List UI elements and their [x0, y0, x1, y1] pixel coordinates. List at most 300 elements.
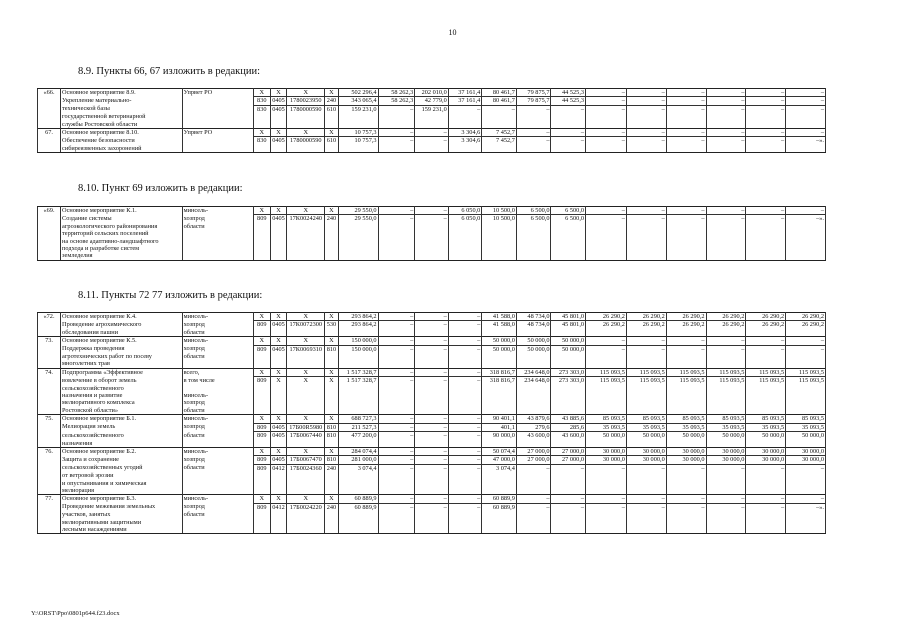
value-cell [448, 472, 482, 479]
value-cell: – [586, 97, 627, 105]
value-cell [253, 145, 270, 153]
value-cell: 10 500,0 [482, 215, 517, 223]
value-cell [287, 480, 325, 487]
value-cell: Х [270, 377, 287, 385]
value-cell [482, 519, 517, 526]
value-cell: 293 864,2 [338, 321, 378, 329]
value-cell [338, 480, 378, 487]
value-cell: – [666, 97, 706, 105]
value-cell: 17К0069310 [287, 345, 325, 353]
item-name: Подпрограмма «Эффективное [61, 368, 183, 376]
value-cell [551, 472, 586, 479]
value-cell [586, 230, 627, 237]
item-number [38, 97, 61, 105]
value-cell [786, 511, 826, 518]
value-cell [338, 407, 378, 415]
value-cell [338, 230, 378, 237]
value-cell: – [786, 97, 826, 105]
value-cell: – [746, 129, 786, 137]
value-cell: 281 000,0 [338, 456, 378, 464]
table-row [38, 472, 866, 479]
value-cell: 7 452,7 [482, 129, 517, 137]
value-cell [415, 480, 449, 487]
table-row [38, 337, 866, 345]
value-cell: 26 290,2 [706, 321, 746, 329]
table-row [38, 423, 866, 431]
value-cell [516, 511, 551, 518]
item-name: территорий сельских поселений [61, 230, 183, 237]
value-cell: 0405 [270, 215, 287, 223]
value-cell: 50 000,0 [482, 337, 517, 345]
value-cell: – [378, 215, 415, 223]
value-cell: – [666, 129, 706, 137]
value-cell: 0405 [270, 456, 287, 464]
value-cell [448, 511, 482, 518]
value-cell: – [551, 105, 586, 113]
value-cell [786, 392, 826, 399]
value-cell [325, 113, 339, 120]
value-cell: – [746, 207, 786, 215]
value-cell [516, 392, 551, 399]
item-executor [182, 440, 253, 448]
value-cell [706, 440, 746, 448]
value-cell: 30 000,0 [746, 456, 786, 464]
value-cell: 30 000,0 [706, 456, 746, 464]
value-cell: Х [325, 415, 339, 423]
item-executor [182, 385, 253, 392]
item-number [38, 145, 61, 153]
value-cell: Х [287, 337, 325, 345]
value-cell: 35 093,5 [786, 423, 826, 431]
value-cell [415, 238, 449, 245]
value-cell: Х [270, 337, 287, 345]
value-cell [448, 519, 482, 526]
value-cell: – [415, 377, 449, 385]
value-cell: 50 000,0 [666, 432, 706, 440]
value-cell [287, 113, 325, 120]
value-cell: 79 875,7 [516, 97, 551, 105]
value-cell [378, 353, 415, 360]
value-cell [415, 245, 449, 252]
value-cell [448, 526, 482, 534]
value-cell: 0412 [270, 503, 287, 511]
value-cell [786, 353, 826, 360]
value-cell: 1780000590 [287, 137, 325, 145]
footer-file-path: Y:\ORST\Ppo\0801p644.f23.docx [31, 610, 120, 617]
value-cell: 610 [325, 105, 339, 113]
value-cell [786, 329, 826, 337]
value-cell: – [786, 129, 826, 137]
value-cell: 810 [325, 345, 339, 353]
item-executor: области [182, 353, 253, 360]
value-cell: 50 000,0 [746, 432, 786, 440]
value-cell: 50 000,0 [586, 432, 627, 440]
item-name: агроэкологического районирования [61, 223, 183, 230]
value-cell: 285,6 [551, 423, 586, 431]
value-cell: Х [253, 129, 270, 137]
value-cell [253, 407, 270, 415]
item-executor: хозпрод [182, 456, 253, 464]
value-cell [287, 526, 325, 534]
value-cell: 50 000,0 [551, 337, 586, 345]
item-name: Проведение агрохимического [61, 321, 183, 329]
value-cell: – [626, 137, 666, 145]
item-number [38, 321, 61, 329]
value-cell [586, 145, 627, 153]
value-cell [746, 480, 786, 487]
value-cell: – [551, 464, 586, 472]
item-number [38, 121, 61, 129]
item-number [38, 519, 61, 526]
value-cell [325, 472, 339, 479]
value-cell [325, 360, 339, 368]
item-executor: хозпрод [182, 345, 253, 353]
value-cell [786, 487, 826, 495]
table-row [38, 97, 866, 105]
value-cell: – [626, 503, 666, 511]
item-number [38, 472, 61, 479]
item-executor: области [182, 511, 253, 518]
item-number [38, 464, 61, 472]
value-cell: – [586, 495, 627, 503]
value-cell: Х [253, 337, 270, 345]
value-cell [746, 113, 786, 120]
value-cell [325, 392, 339, 399]
value-cell: 30 000,0 [786, 456, 826, 464]
value-cell [338, 121, 378, 129]
value-cell [626, 230, 666, 237]
value-cell: – [415, 495, 449, 503]
value-cell: – [586, 345, 627, 353]
value-cell: 502 296,4 [338, 89, 378, 97]
item-name: государственной ветеринарной [61, 113, 183, 120]
section-heading-8-10: 8.10. Пункт 69 изложить в редакции: [78, 183, 243, 194]
value-cell [378, 113, 415, 120]
value-cell [586, 526, 627, 534]
value-cell: – [746, 337, 786, 345]
value-cell [626, 145, 666, 153]
value-cell: – [586, 503, 627, 511]
value-cell: 85 093,5 [626, 415, 666, 423]
value-cell [253, 230, 270, 237]
value-cell [666, 245, 706, 252]
value-cell [378, 329, 415, 337]
value-cell [415, 511, 449, 518]
value-cell [551, 440, 586, 448]
value-cell [270, 519, 287, 526]
value-cell [626, 487, 666, 495]
value-cell: 6 500,0 [551, 215, 586, 223]
item-executor: хозпрод [182, 423, 253, 431]
value-cell [415, 329, 449, 337]
table-row [38, 353, 866, 360]
table-row [38, 230, 866, 237]
table-row [38, 105, 866, 113]
value-cell: – [415, 503, 449, 511]
value-cell: Х [287, 89, 325, 97]
value-cell: – [626, 105, 666, 113]
value-cell: – [516, 503, 551, 511]
value-cell [551, 392, 586, 399]
value-cell [448, 230, 482, 237]
value-cell: 90 000,0 [482, 432, 517, 440]
value-cell: 809 [253, 464, 270, 472]
value-cell [786, 472, 826, 479]
value-cell [253, 353, 270, 360]
value-cell: 159 231,0 [415, 105, 449, 113]
value-cell: 273 303,0 [551, 377, 586, 385]
value-cell: – [378, 137, 415, 145]
value-cell: Х [270, 415, 287, 423]
value-cell: 3 304,6 [448, 129, 482, 137]
value-cell: 17Б0024220 [287, 503, 325, 511]
value-cell: – [706, 97, 746, 105]
value-cell [338, 392, 378, 399]
value-cell: – [706, 345, 746, 353]
value-cell: – [786, 464, 826, 472]
value-cell [325, 245, 339, 252]
item-number [38, 423, 61, 431]
value-cell [516, 385, 551, 392]
value-cell [551, 145, 586, 153]
value-cell: – [415, 207, 449, 215]
value-cell [325, 223, 339, 230]
value-cell [516, 121, 551, 129]
table-row [38, 223, 866, 230]
value-cell: – [626, 207, 666, 215]
value-cell [325, 252, 339, 260]
table-items-66-67 [37, 88, 866, 153]
item-executor [182, 137, 253, 145]
value-cell [586, 511, 627, 518]
value-cell [253, 360, 270, 368]
item-executor: в том числе [182, 377, 253, 385]
value-cell [287, 407, 325, 415]
table-row [38, 345, 866, 353]
value-cell: 30 000,0 [666, 447, 706, 455]
value-cell: 810 [325, 432, 339, 440]
item-executor [182, 238, 253, 245]
value-cell [586, 353, 627, 360]
item-name: мелиоративными защитными [61, 519, 183, 526]
value-cell: – [746, 105, 786, 113]
value-cell: – [586, 137, 627, 145]
value-cell: 50 000,0 [516, 337, 551, 345]
table-row [38, 392, 866, 399]
table-row [38, 447, 866, 455]
value-cell [270, 480, 287, 487]
value-cell [270, 360, 287, 368]
value-cell: 830 [253, 105, 270, 113]
value-cell: – [448, 447, 482, 455]
value-cell: 115 093,5 [626, 377, 666, 385]
item-number: 75. [38, 415, 61, 423]
value-cell: 58 262,3 [378, 97, 415, 105]
value-cell [325, 385, 339, 392]
value-cell: Х [287, 495, 325, 503]
item-number [38, 392, 61, 399]
value-cell [270, 353, 287, 360]
value-cell: – [626, 345, 666, 353]
value-cell: 30 000,0 [586, 456, 627, 464]
value-cell [482, 360, 517, 368]
value-cell [666, 526, 706, 534]
value-cell [270, 440, 287, 448]
item-executor [182, 113, 253, 120]
value-cell: 26 290,2 [586, 321, 627, 329]
value-cell: 809 [253, 423, 270, 431]
value-cell: 35 093,5 [706, 423, 746, 431]
value-cell [378, 407, 415, 415]
item-number [38, 329, 61, 337]
table-row [38, 238, 866, 245]
value-cell: 27 000,0 [551, 447, 586, 455]
value-cell: 85 093,5 [786, 415, 826, 423]
value-cell: – [415, 447, 449, 455]
value-cell: 10 500,0 [482, 207, 517, 215]
value-cell [551, 230, 586, 237]
value-cell [325, 487, 339, 495]
value-cell [448, 329, 482, 337]
item-executor [182, 526, 253, 534]
item-name: Основное мероприятие Б.1. [61, 415, 183, 423]
item-number: «66. [38, 89, 61, 97]
value-cell: – [626, 89, 666, 97]
value-cell: 115 093,5 [746, 368, 786, 376]
value-cell: 90 401,1 [482, 415, 517, 423]
value-cell [270, 121, 287, 129]
value-cell: 27 000,0 [551, 456, 586, 464]
item-executor [182, 145, 253, 153]
value-cell [270, 392, 287, 399]
item-executor: всего, [182, 368, 253, 376]
item-name: Основное мероприятие К.1. [61, 207, 183, 215]
value-cell: Х [287, 415, 325, 423]
value-cell [586, 472, 627, 479]
value-cell [415, 145, 449, 153]
value-cell [586, 392, 627, 399]
value-cell: 79 875,7 [516, 89, 551, 97]
value-cell [516, 238, 551, 245]
item-number: «72. [38, 313, 61, 321]
value-cell [666, 252, 706, 260]
value-cell: – [415, 423, 449, 431]
item-number [38, 407, 61, 415]
value-cell [706, 121, 746, 129]
value-cell [626, 440, 666, 448]
value-cell [482, 385, 517, 392]
value-cell [338, 360, 378, 368]
value-cell: 830 [253, 137, 270, 145]
value-cell: 0405 [270, 137, 287, 145]
value-cell [415, 519, 449, 526]
value-cell: 3 074,4 [482, 464, 517, 472]
value-cell: 26 290,2 [746, 313, 786, 321]
value-cell [338, 399, 378, 406]
value-cell [253, 511, 270, 518]
value-cell [287, 238, 325, 245]
value-cell [482, 353, 517, 360]
item-name: сельскохозяйственного [61, 432, 183, 440]
value-cell [287, 385, 325, 392]
value-cell [338, 238, 378, 245]
value-cell [626, 238, 666, 245]
value-cell [378, 472, 415, 479]
item-executor [182, 230, 253, 237]
value-cell [378, 440, 415, 448]
value-cell: 202 010,0 [415, 89, 449, 97]
value-cell [786, 480, 826, 487]
value-cell [786, 113, 826, 120]
value-cell [706, 472, 746, 479]
value-cell: – [378, 447, 415, 455]
value-cell: – [448, 503, 482, 511]
value-cell: 43 879,6 [516, 415, 551, 423]
value-cell: Х [253, 89, 270, 97]
value-cell: Х [287, 447, 325, 455]
value-cell [448, 223, 482, 230]
value-cell [786, 526, 826, 534]
value-cell: – [516, 105, 551, 113]
item-executor: области [182, 407, 253, 415]
value-cell: – [378, 337, 415, 345]
value-cell [378, 360, 415, 368]
item-number [38, 511, 61, 518]
table-row [38, 137, 866, 145]
value-cell: –». [786, 503, 826, 511]
value-cell [586, 519, 627, 526]
value-cell: – [706, 215, 746, 223]
item-name: Ростовской области» [61, 407, 183, 415]
value-cell [270, 399, 287, 406]
value-cell [378, 145, 415, 153]
item-name: Поддержка проведения [61, 345, 183, 353]
value-cell [270, 487, 287, 495]
value-cell [746, 360, 786, 368]
value-cell: 1 517 328,7 [338, 377, 378, 385]
item-executor: минсель- [182, 392, 253, 399]
value-cell [626, 480, 666, 487]
value-cell: 26 290,2 [786, 321, 826, 329]
value-cell: – [415, 215, 449, 223]
table-row [38, 526, 866, 534]
value-cell [626, 353, 666, 360]
value-cell [448, 121, 482, 129]
value-cell [253, 519, 270, 526]
table-row [38, 329, 866, 337]
value-cell [415, 360, 449, 368]
value-cell: – [516, 129, 551, 137]
item-number [38, 105, 61, 113]
value-cell [666, 392, 706, 399]
value-cell: 35 093,5 [626, 423, 666, 431]
item-executor [182, 121, 253, 129]
value-cell [482, 392, 517, 399]
value-cell [378, 230, 415, 237]
value-cell: – [746, 464, 786, 472]
item-name: Создание системы [61, 215, 183, 223]
value-cell: 85 093,5 [666, 415, 706, 423]
value-cell [253, 392, 270, 399]
value-cell [551, 385, 586, 392]
value-cell [482, 511, 517, 518]
value-cell: – [586, 129, 627, 137]
value-cell: 42 779,0 [415, 97, 449, 105]
value-cell [666, 440, 706, 448]
value-cell [666, 487, 706, 495]
value-cell: 26 290,2 [746, 321, 786, 329]
value-cell [378, 238, 415, 245]
